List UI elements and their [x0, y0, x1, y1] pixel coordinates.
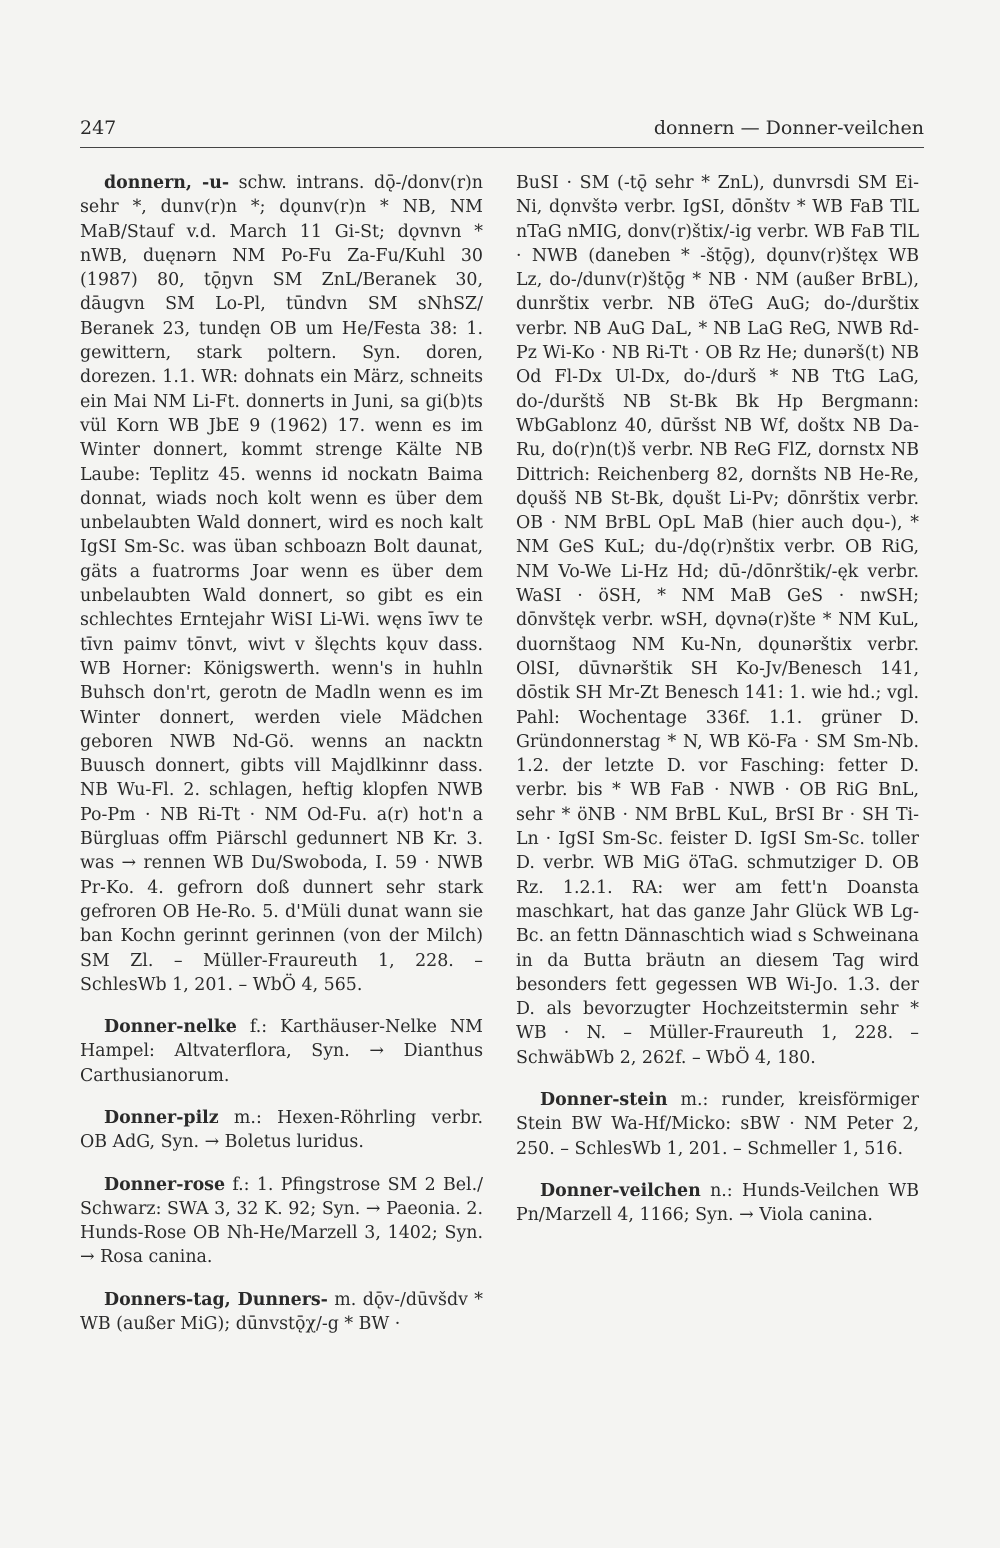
entry-text: n.: Hunds-Veilchen WB Pn/Marzell 4, 1166; Syn. → Viola canina.: [516, 1180, 919, 1226]
entry-text: f.: Karthäuser-Nelke NM Hampel: Altvaterflora, Syn. → Dianthus Carthusianorum.: [80, 1017, 483, 1086]
page-number: 247: [80, 117, 117, 139]
running-head: [80, 113, 924, 148]
lemma: Donner-nelke: [104, 1017, 237, 1038]
entry-donnern: [80, 171, 483, 997]
right-column: [516, 171, 919, 1245]
lemma: Donner-rose: [104, 1174, 226, 1195]
entry-text: BuSI · SM (-tǭ sehr * ZnL), dunvrsdi SM Ei-Ni, dǫnvštə verbr. IgSI, dōnštv * WB FaB TlL nTaG nMIG, donv(r)štix/-ig verbr. WB FaB TlL · NWB (daneben * -štǭg), dǫunv(r)štęx WB Lz, do-/dunv(r)štǭg * NB · NM (außer BrBL), dunrštix verbr. NB öTeG AuG; do-/durštix verbr. NB AuG DaL, * NB LaG ReG, NWB Rd-Pz Wi-Ko · NB Ri-Tt · OB Rz He; dunərš(t) NB Od Fl-Dx Ul-Dx, do-/durš * NB TtG LaG, do-/durštš NB St-Bk Bk Hp Bergmann: WbGablonz 40, dūršst NB Wf, doštx NB Da-Ru, do(r)n(t)š verbr. NB ReG FlZ, dornstx NB Dittrich: Reichenberg 82, dornšts NB He-Re, dǫušš NB St-Bk, dǫušt Li-Pv; dōnrštix verbr. OB · NM BrBL OpL MaB (hier auch dǫu-), * NM GeS KuL; du-/dǫ(r)nštix verbr. OB RiG, NM Vo-We Li-Hz Hd; dū-/dōnrštik/-ęk verbr. WaSI · öSH, * NM MaB GeS · nwSH; dōnvštęk verbr. wSH, dǫvnə(r)šte * NM KuL, duornštaog NM Ku-Nn, dǫunərštix verbr. OlSI, dūvnərštik SH Ko-Jv/Benesch 141, dōstik SH Mr-Zt Benesch 141: 1. wie hd.; vgl. Pahl: Wochentage 336f. 1.1. grüner D. Gründonnerstag * N, WB Kö-Fa · SM Sm-Nb. 1.2. der letzte D. vor Fasching: fetter D. verbr. bis * WB FaB · NWB · OB RiG BnL, sehr * öNB · NM BrBL KuL, BrSI Br · SH Ti-Ln · IgSI Sm-Sc. feister D. IgSI Sm-Sc. toller D. verbr. WB MiG öTaG. schmutziger D. OB Rz. 1.2.1. RA: wer am fett'n Doansta maschkart, hat das ganze Jahr Glück WB Lg-Bc. an fettn Dännaschtich wiad s Schweinana in da Butta bräutn an diesem Tag wird besonders fett gegessen WB Wi-Jo. 1.3. der D. als bevorzugter Hochzeitstermin sehr * WB · N. – Müller-Fraureuth 1, 228. – SchwäbWb 2, 262f. – WbÖ 4, 180.: [516, 173, 919, 1068]
entry-donners-tag-continued: [516, 171, 919, 1070]
lemma: Donner-stein: [540, 1089, 668, 1110]
lemma: Donner-pilz: [104, 1107, 219, 1128]
entry-text: m. dǭv-/dūvšdv * WB (außer MiG); dūnvstǭχ/-g * BW ·: [80, 1289, 483, 1335]
entry-text: schw. intrans. dǭ-/donv(r)n sehr *, dunv(r)n *; dǫunv(r)n * NB, NM MaB/Stauf v.d. March 11 Gi-St; dǫvnvn * nWB, duęnərn NM Po-Fu Za-Fu/Kuhl 30 (1987) 80, tǭŋvn SM ZnL/Beranek 30, dāugvn SM Lo-Pl, tūndvn SM sNhSZ/ Beranek 23, tundęn OB um He/Festa 38: 1. gewittern, stark poltern. Syn. doren, dorezen. 1.1. WR: dohnats ein März, schneits ein Mai NM Li-Ft. donnerts in Juni, sa gi(b)ts vül Korn WB JbE 9 (1962) 17. wenn es im Winter donnert, kommt strenge Kälte NB Laube: Teplitz 45. wenns id nockatn Baima donnat, wiads noch kolt wenn es über dem unbelaubten Wald donnert, wird es noch kalt IgSI Sm-Sc. was üban schboazn Bolt daunat, gäts a fuatrorms Joar wenn es über dem unbelaubten Wald donnert, so gibt es ein schlechtes Erntejahr WiSI Li-Wi. węns īwv te tīvn paimv tōnvt, wivt v šlęchts kǫuv dass. WB Horner: Königswerth. wenn's in huhln Buhsch don'rt, gerotn de Madln wenn es im Winter donnert, werden viele Mädchen geboren NWB Nd-Gö. wenns an nacktn Buusch donnert, gibts vill Majdlkinnr dass. NB Wu-Fl. 2. schlagen, heftig klopfen NWB Po-Pm · NB Ri-Tt · NM Od-Fu. a(r) hot'n a Bürgluas offm Piärschl gedunnert NB Kr. 3. was → rennen WB Du/Swoboda, I. 59 · NWB Pr-Ko. 4. gefrorn doß dunnert sehr stark gefroren OB He-Ro. 5. d'Müli dunat wann sie ban Kochn gerinnt gerinnen (von der Milch) SM Zl. – Müller-Fraureuth 1, 228. – SchlesWb 1, 201. – WbÖ 4, 565.: [80, 173, 484, 995]
lemma: Donner-veilchen: [540, 1180, 701, 1201]
entry-text: m.: runder, kreisförmiger Stein BW Wa-Hf/Micko: sBW · NM Peter 2, 250. – SchlesWb 1, 201. – Schmeller 1, 516.: [516, 1089, 919, 1159]
entry-donner-veilchen: [516, 1179, 919, 1228]
entry-donner-pilz: [80, 1106, 483, 1155]
running-head-title: donnern — Donner-veilchen: [653, 117, 924, 139]
entry-donner-stein: [516, 1088, 919, 1161]
entry-text: m.: Hexen-Röhrling verbr. OB AdG, Syn. → Boletus luridus.: [80, 1107, 483, 1153]
left-column: [80, 171, 483, 1354]
entry-text: f.: 1. Pfingstrose SM 2 Bel./ Schwarz: SWA 3, 32 K. 92; Syn. → Paeonia. 2. Hunds-Rose OB Nh-He/Marzell 3, 1402; Syn. → Rosa canina.: [80, 1174, 483, 1268]
lemma: Donners-tag, Dunners-: [104, 1289, 328, 1310]
entry-donner-nelke: [80, 1015, 483, 1088]
entry-donners-tag: [80, 1288, 483, 1337]
entry-donner-rose: [80, 1173, 483, 1270]
lemma: donnern, -u-: [104, 173, 230, 193]
